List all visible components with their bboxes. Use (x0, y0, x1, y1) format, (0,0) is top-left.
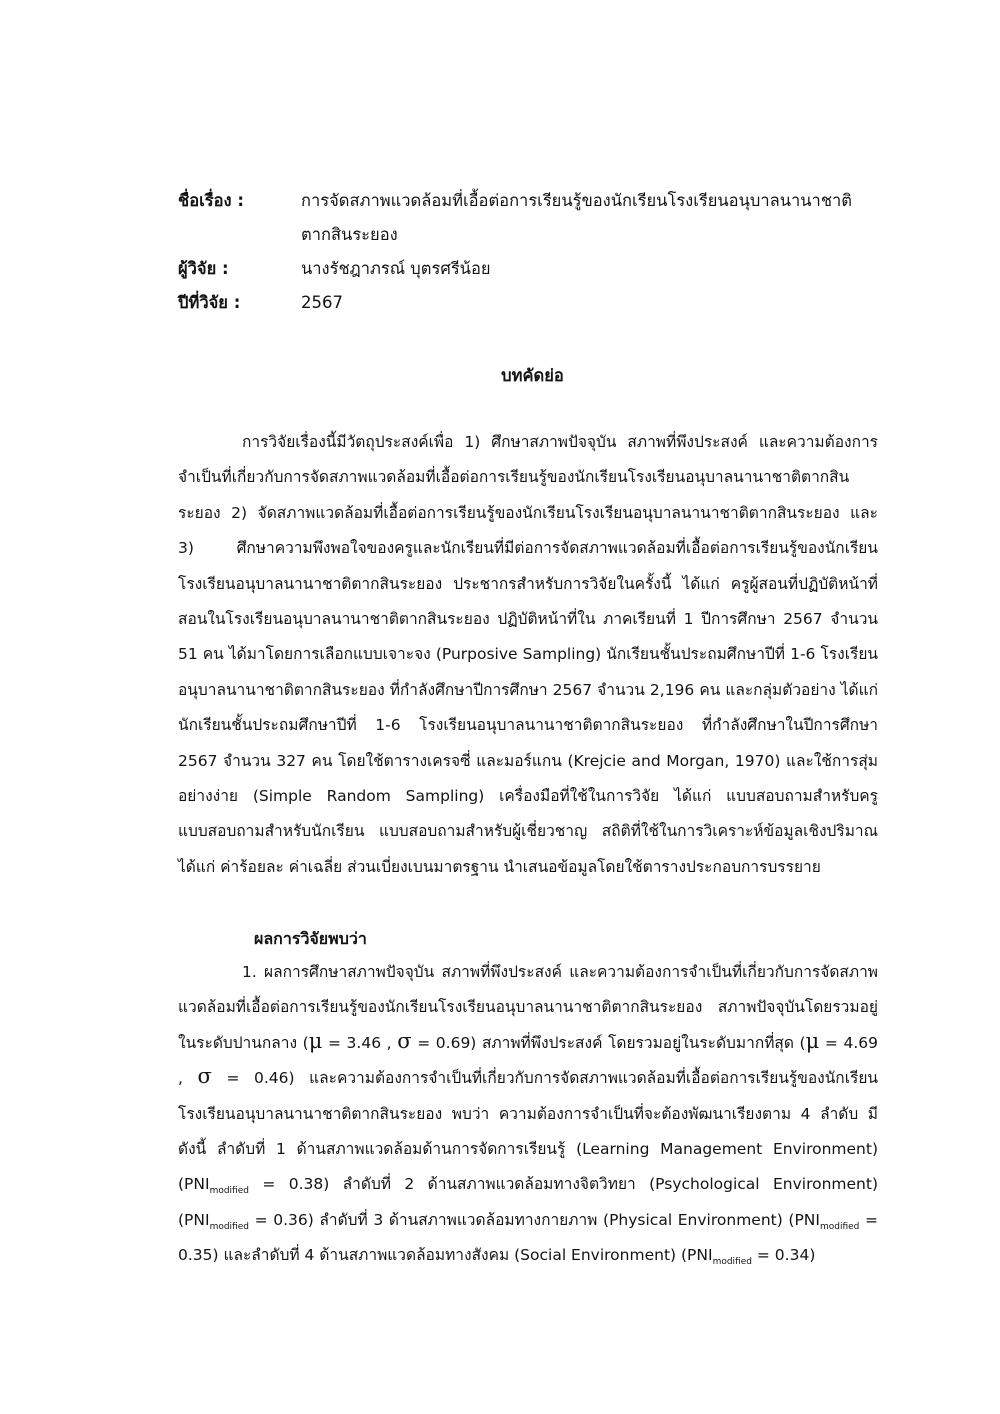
finding-1-text-b: = 3.46 , (322, 1033, 398, 1052)
finding-1 (178, 955, 878, 1274)
finding-1-text-f: = 0.38) ลำดับที่ 2 ด้านสภาพแวดล้อมทางจิตวิทยา (Psychological Environment) (PNI (178, 1175, 878, 1229)
title-value: การจัดสภาพแวดล้อมที่เอื้อต่อการเรียนรู้ของนักเรียนโรงเรียนอนุบาลนานาชาติ (301, 191, 852, 210)
year-label: ปีที่วิจัย : (178, 293, 241, 312)
pni-subscript: modified (209, 1221, 249, 1232)
sigma-symbol: σ (397, 1028, 412, 1053)
finding-1-text-h: = 0.35) และลำดับที่ 4 ด้านสภาพแวดล้อมทางสังคม (Social Environment) (PNI (178, 1210, 878, 1265)
sigma-symbol: σ (197, 1064, 212, 1089)
researcher-value: นางรัชฎาภรณ์ บุตรศรีน้อย (301, 259, 491, 278)
title-value-continued: ตากสินระยอง (301, 225, 398, 244)
pni-subscript: modified (712, 1257, 752, 1268)
pni-subscript: modified (819, 1221, 860, 1232)
year-value: 2567 (301, 293, 343, 312)
findings-heading: ผลการวิจัยพบว่า (254, 929, 367, 948)
pni-subscript: modified (209, 1186, 249, 1197)
researcher-label: ผู้วิจัย : (178, 259, 229, 278)
finding-1-text-g: = 0.36) ลำดับที่ 3 ด้านสภาพแวดล้อมทางกายภาพ (Physical Environment) (PNI (248, 1210, 820, 1229)
finding-1-text-i: = 0.34) (751, 1246, 816, 1265)
abstract-paragraph-1: การวิจัยเรื่องนี้มีวัตถุประสงค์เพื่อ 1) ศึกษาสภาพปัจจุบัน สภาพที่พึงประสงค์ และความต้องการจำเป็นที่เกี่ยวกับการจัดสภาพแวดล้อมที่เอื้อต่อการเรียนรู้ของนักเรียนโรงเรียนอนุบาลนานาชาติตากสินระยอง 2) จัดสภาพแวดล้อมที่เอื้อต่อการเรียนรู้ของนักเรียนโรงเรียนอนุบาลนานาชาติตากสินระยอง และ 3) ศึกษาความพึงพอใจของครูและนักเรียนที่มีต่อการจัดสภาพแวดล้อมที่เอื้อต่อการเรียนรู้ของนักเรียนโรงเรียนอนุบาลนานาชาติตากสินระยอง ประชากรสำหรับการวิจัยในครั้งนี้ ได้แก่ ครูผู้สอนที่ปฏิบัติหน้าที่สอนในโรงเรียนอนุบาลนานาชาติตากสินระยอง ปฏิบัติหน้าที่ใน ภาคเรียนที่ 1 ปีการศึกษา 2567 จำนวน 51 คน ได้มาโดยการเลือกแบบเจาะจง (Purposive Sampling) นักเรียนชั้นประถมศึกษาปีที่ 1-6 โรงเรียนอนุบาลนานาชาติตากสินระยอง ที่กำลังศึกษาปีการศึกษา 2567 จำนวน 2,196 คน และกลุ่มตัวอย่าง ได้แก่ นักเรียนชั้นประถมศึกษาปีที่ 1-6 โรงเรียนอนุบาลนานาชาติตากสินระยอง ที่กำลังศึกษาในปีการศึกษา 2567 จำนวน 327 คน โดยใช้ตารางเครจซี่ และมอร์แกน (Krejcie and Morgan, 1970) และใช้การสุ่มอย่างง่าย (Simple Random Sampling) เครื่องมือที่ใช้ในการวิจัย ได้แก่ แบบสอบถามสำหรับครู แบบสอบถามสำหรับนักเรียน แบบสอบถามสำหรับผู้เชี่ยวชาญ สถิติที่ใช้ในการวิเคราะห์ข้อมูลเชิงปริมาณ ได้แก่ ค่าร้อยละ ค่าเฉลี่ย ส่วนเบี่ยงเบนมาตรฐาน นำเสนอข้อมูลโดยใช้ตารางประกอบการบรรยาย (178, 433, 878, 876)
finding-1-text-e: = 0.46) และความต้องการจำเป็นที่เกี่ยวกับการจัดสภาพแวดล้อมที่เอื้อต่อการเรียนรู้ของนักเรียนโรงเรียนอนุบาลนานาชาติตากสินระยอง พบว่า ความต้องการจำเป็นที่จะต้องพัฒนาเรียงตาม 4 ลำดับ มีดังนี้ ลำดับที่ 1 ด้านสภาพแวดล้อมด้านการจัดการเรียนรู้ (Learning Management Environment) (PNI (178, 1069, 878, 1194)
mu-symbol: μ (308, 1028, 323, 1053)
finding-1-text-c: = 0.69) สภาพที่พึงประสงค์ โดยรวมอยู่ในระดับมากที่สุด ( (411, 1033, 806, 1052)
finding-1-text-a: 1. ผลการศึกษาสภาพปัจจุบัน สภาพที่พึงประสงค์ และความต้องการจำเป็นที่เกี่ยวกับการจัดสภาพแวดล้อมที่เอื้อต่อการเรียนรู้ของนักเรียนโรงเรียนอนุบาลนานาชาติตากสินระยอง สภาพปัจจุบันโดยรวมอยู่ในระดับปานกลาง ( (178, 963, 878, 1052)
finding-1-text-d: = 4.69 , (178, 1033, 878, 1088)
title-label: ชื่อเรื่อง : (178, 191, 244, 210)
abstract-heading: บทคัดย่อ (501, 366, 564, 385)
mu-symbol: μ (805, 1028, 820, 1053)
